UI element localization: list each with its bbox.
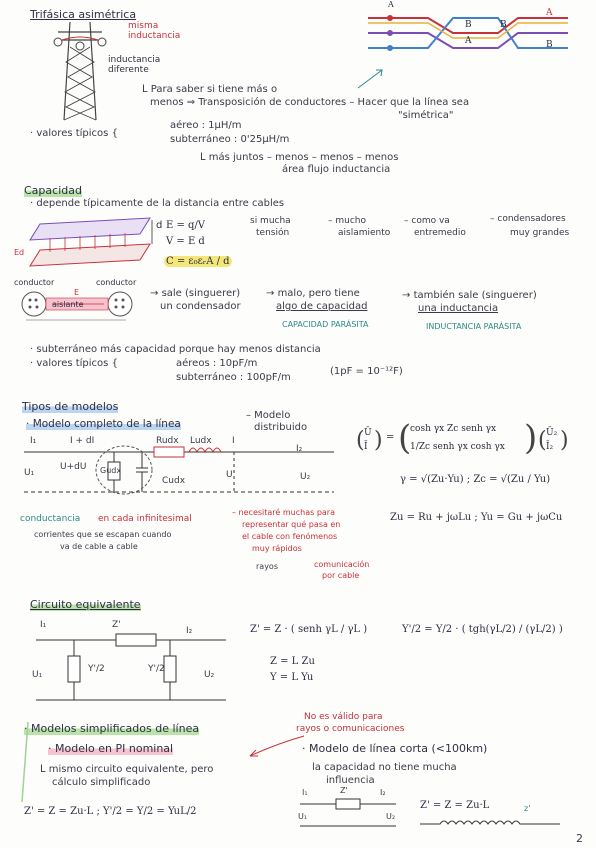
necesitare-1: – necesitaré muchas para — [232, 508, 335, 517]
comunicacion-2: por cable — [322, 571, 360, 580]
corta-i2: I₂ — [380, 788, 386, 797]
transposition-letter-b2: B — [546, 40, 553, 50]
corta-equation: Z' = Z = Zu·L — [420, 800, 490, 811]
capacidad-subtitle: · depende típicamente de la distancia entre cables — [30, 198, 285, 209]
matrix-row2: 1/Zc senh γx cosh γx — [410, 442, 505, 452]
corta-u1: U₁ — [298, 812, 308, 821]
modelo-completo-title: · Modelo completo de la línea — [26, 418, 181, 430]
circ-u2: U₂ — [300, 472, 311, 482]
circ-rudx: Rudx — [156, 436, 179, 446]
malo-line1: → malo, pero tiene — [266, 288, 360, 299]
eq-z-prime: Z' = Z · ( senh γL / γL ) — [250, 624, 368, 635]
transposition-line1: ᒪ Para saber si tiene más o — [142, 84, 278, 95]
mucho-label: – mucho — [328, 216, 367, 226]
transposition-letter-a2: A — [546, 8, 553, 18]
como-va-label: – como va — [404, 216, 450, 226]
transposition-letter-a3: A — [465, 36, 472, 46]
sale-line2: un condensador — [160, 301, 241, 312]
vertical-bracket-line — [18, 722, 38, 812]
conductancia-label: conductancia — [20, 514, 81, 524]
matrix-bracket-big-left: ( — [398, 418, 412, 458]
e-field-label: E — [74, 288, 80, 297]
linea-corta-title: · Modelo de línea corta (<100km) — [302, 742, 488, 755]
va-de-label: va de cable a cable — [60, 542, 138, 551]
circ-i1: I₁ — [30, 436, 37, 446]
corta-desc-1: la capacidad no tiene mucha — [312, 762, 457, 773]
necesitare-3: el cable con fenómenos — [242, 532, 338, 541]
matrix-bracket-left-close: ) — [374, 428, 383, 453]
section-title-circuito-equivalente: Circuito equivalente — [30, 598, 141, 611]
conductor-right-label: conductor — [96, 278, 137, 287]
sale-line1: → sale (singuerer) — [150, 288, 241, 299]
eq-capacitance: C = ε₀εᵣA / d — [166, 256, 230, 267]
matrix-vector-left: Ū Ī — [364, 428, 372, 452]
pi-desc-1: ᒪ mismo circuito equivalente, pero — [40, 764, 214, 775]
section-title-tipos-modelos: Tipos de modelos — [22, 400, 119, 413]
eq-v-ed: V = E d — [166, 236, 205, 247]
circ-cudx: Cudx — [162, 476, 186, 486]
pf-note: (1pF = 10⁻¹²F) — [330, 366, 403, 377]
corta-desc-2: influencia — [326, 775, 375, 786]
plate-distance-label: d — [156, 220, 163, 231]
matrix-bracket-left: ( — [356, 428, 365, 453]
eq-y-prime: Y'/2 = Y/2 · ( tgh(γL/2) / (γL/2) ) — [402, 624, 563, 635]
value-aereo-inductance: aéreo : 1μH/m — [170, 120, 242, 131]
section-title-modelos-simplificados: · Modelos simplificados de línea — [24, 722, 200, 735]
eq-circ-u2: U₂ — [204, 670, 215, 680]
tension-label: tensión — [256, 228, 290, 238]
tambien-line1: → también sale (singuerer) — [402, 290, 537, 301]
transposition-letter-b1: B — [465, 20, 472, 30]
modelo-distribuido-2: distribuido — [254, 422, 308, 433]
tambien-line2: una inductancia — [418, 303, 499, 314]
transposition-line3: "simétrica" — [398, 110, 454, 121]
necesitare-2: representar qué pasa en — [242, 520, 341, 529]
subterraneo-note: · subterráneo más capacidad porque hay menos distancia — [30, 344, 321, 355]
eq-circ-y2b: Y'/2 — [148, 664, 165, 674]
val-aereos: aéreos : 10pF/m — [176, 358, 258, 369]
malo-line2: algo de capacidad — [276, 301, 368, 312]
aislamiento-label: aislamiento — [338, 228, 391, 238]
necesitare-4: muy rápidos — [252, 544, 302, 553]
modelo-distribuido-1: – Modelo — [246, 410, 291, 421]
zu-equation: Zu = Ru + jωLu ; Yu = Gu + jωCu — [390, 512, 563, 523]
eq-e-qv: E = q/V — [166, 220, 206, 231]
aislante-label: aislante — [52, 300, 84, 309]
matrix-vector-right: Ū₂ Ī₂ — [546, 428, 558, 452]
circ-gudx: Gudx — [100, 466, 122, 475]
circ-udu: U+dU — [60, 462, 87, 472]
arrow-to-transposition — [356, 66, 386, 90]
transposition-letter-b3: B — [500, 20, 507, 30]
comunicacion-1: comunicación — [314, 560, 370, 569]
pi-desc-2: cálculo simplificado — [52, 777, 151, 788]
corrientes-label: corrientes que se escapan cuando — [34, 530, 172, 539]
entremedio-label: entremedio — [414, 228, 466, 238]
pi-equation: Z' = Z = Zu·L ; Y'/2 = Y/2 = YuL/2 — [24, 806, 197, 817]
circ-ludx: Ludx — [190, 436, 212, 446]
tower-label-diferente: inductancia diferente — [108, 55, 161, 75]
corta-u2: U₂ — [386, 812, 396, 821]
tower-label-misma: misma inductancia — [128, 21, 181, 41]
circ-u1: U₁ — [24, 468, 35, 478]
matrix-equals: = — [386, 432, 395, 443]
rayos-label: rayos — [256, 562, 278, 571]
no-valido-2: rayos o comunicaciones — [296, 724, 405, 734]
plate-capacitor-diagram — [20, 214, 163, 274]
circ-i: I — [232, 436, 235, 446]
eq-circ-u1: U₁ — [32, 670, 43, 680]
valores-tipicos-capacidad: · valores típicos { — [30, 358, 118, 369]
matrix-row1: cosh γx Zc senh γx — [410, 424, 497, 434]
mas-juntos-line: ᒪ más juntos – menos – menos – menos — [200, 152, 399, 163]
si-mucha-label: si mucha — [250, 216, 291, 226]
circ-u: U — [226, 470, 233, 480]
short-line-wire — [420, 818, 570, 830]
corta-i1: I₁ — [302, 788, 308, 797]
circ-idi: I + dI — [70, 436, 95, 446]
matrix-bracket-big-right: ) — [524, 418, 538, 458]
muy-grandes-label: muy grandes — [510, 228, 570, 238]
eq-y-l: Y = L Yu — [270, 672, 314, 683]
eq-circ-i2: I₂ — [186, 626, 193, 636]
section-title-trifasica: Trifásica asimétrica — [30, 8, 137, 21]
ed-label: Ed — [14, 248, 25, 257]
valores-tipicos-label: · valores típicos { — [30, 128, 118, 139]
conductor-left-label: conductor — [14, 278, 55, 287]
section-title-capacidad: Capacidad — [24, 184, 82, 197]
en-cada-label: en cada infinitesimal — [98, 514, 192, 524]
eq-circ-i1: I₁ — [40, 620, 47, 630]
matrix-bracket-right-close: ) — [560, 428, 569, 453]
pi-nominal-title: · Modelo en PI nominal — [48, 742, 174, 755]
corta-z: Z' — [340, 786, 348, 795]
eq-circ-z: Z' — [112, 620, 121, 630]
val-subterraneo: subterráneo : 100pF/m — [176, 372, 291, 383]
eq-circ-y2a: Y'/2 — [88, 664, 105, 674]
value-subterraneo-inductance: subterráneo : 0'25μH/m — [170, 134, 290, 145]
transposition-line2: menos ⇒ Transposición de conductores – Hacer que la línea sea — [150, 97, 470, 108]
inductancia-parasita-label: INDUCTANCIA PARÁSITA — [426, 322, 522, 331]
eq-z-l: Z = L Zu — [270, 656, 315, 667]
short-line-circuit — [300, 796, 400, 832]
corta-z-small: z' — [524, 804, 531, 813]
transposition-letter-a1: A — [388, 0, 394, 9]
no-valido-arrow — [246, 734, 306, 760]
no-valido-1: No es válido para — [304, 712, 383, 722]
matrix-bracket-right: ( — [538, 428, 547, 453]
page-number: 2 — [576, 832, 583, 845]
gamma-equation: γ = √(Zu·Yu) ; Zc = √(Zu / Yu) — [400, 474, 551, 485]
circ-i2: I₂ — [296, 444, 303, 454]
area-flujo-line: área flujo inductancia — [282, 164, 391, 175]
condensadores-label: – condensadores — [490, 214, 566, 224]
capacidad-parasita-label: CAPACIDAD PARÁSITA — [282, 320, 369, 329]
